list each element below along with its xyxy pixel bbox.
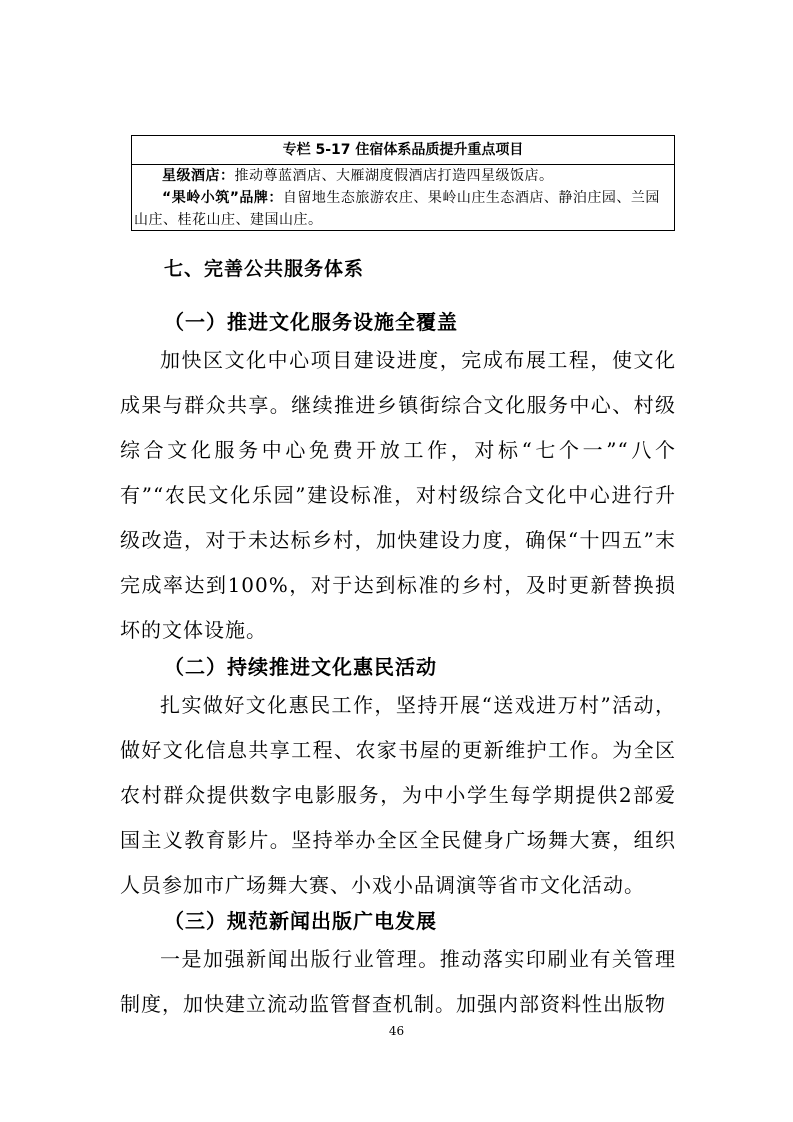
brand-label: “果岭小筑”品牌： <box>162 190 283 206</box>
brand-text: 自留地生态旅游农庄、果岭山庄生态酒店、静泊庄园、兰园山庄、桂花山庄、建国山庄。 <box>134 190 660 228</box>
paragraph-2: 扎实做好文化惠民工作，坚持开展“送戏进万村”活动，做好文化信息共享工程、农家书屋的更新维护工作。为全区农村群众提供数字电影服务，为中小学生每学期提供2部爱国主义教育影片。坚持举办全区全民健身广场舞大赛，组织人员参加市广场舞大赛、小戏小品调演等省市文化活动。 <box>120 693 676 897</box>
subsection-heading-2: （二）持续推进文化惠民活动 <box>164 655 437 679</box>
subsection-heading-1: （一）推进文化服务设施全覆盖 <box>164 310 458 334</box>
subsection-heading-3: （三）规范新闻出版广电发展 <box>164 909 437 933</box>
page-number: 46 <box>388 1024 405 1038</box>
special-column-body <box>132 165 674 231</box>
star-hotel-line <box>134 165 672 187</box>
brand-line <box>134 187 672 231</box>
section-heading: 七、完善公共服务体系 <box>164 258 365 280</box>
star-hotel-text: 推动尊蓝酒店、大雁湖度假酒店打造四星级饭店。 <box>234 168 554 184</box>
star-hotel-label: 星级酒店： <box>162 168 235 184</box>
paragraph-3: 一是加强新闻出版行业管理。推动落实印刷业有关管理制度，加快建立流动监管督查机制。加强内部资料性出版物 <box>120 947 676 1016</box>
paragraph-1: 加快区文化中心项目建设进度，完成布展工程，使文化成果与群众共享。继续推进乡镇街综合文化服务中心、村级综合文化服务中心免费开放工作，对标“七个一”“八个有”“农民文化乐园”建设标准，对村级综合文化中心进行升级改造，对于未达标乡村，加快建设力度，确保“十四五”末完成率达到100%，对于达到标准的乡村，及时更新替换损坏的文体设施。 <box>120 348 676 642</box>
special-column-title: 专栏 5-17 住宿体系品质提升重点项目 <box>132 136 674 165</box>
special-column-box <box>131 135 675 231</box>
